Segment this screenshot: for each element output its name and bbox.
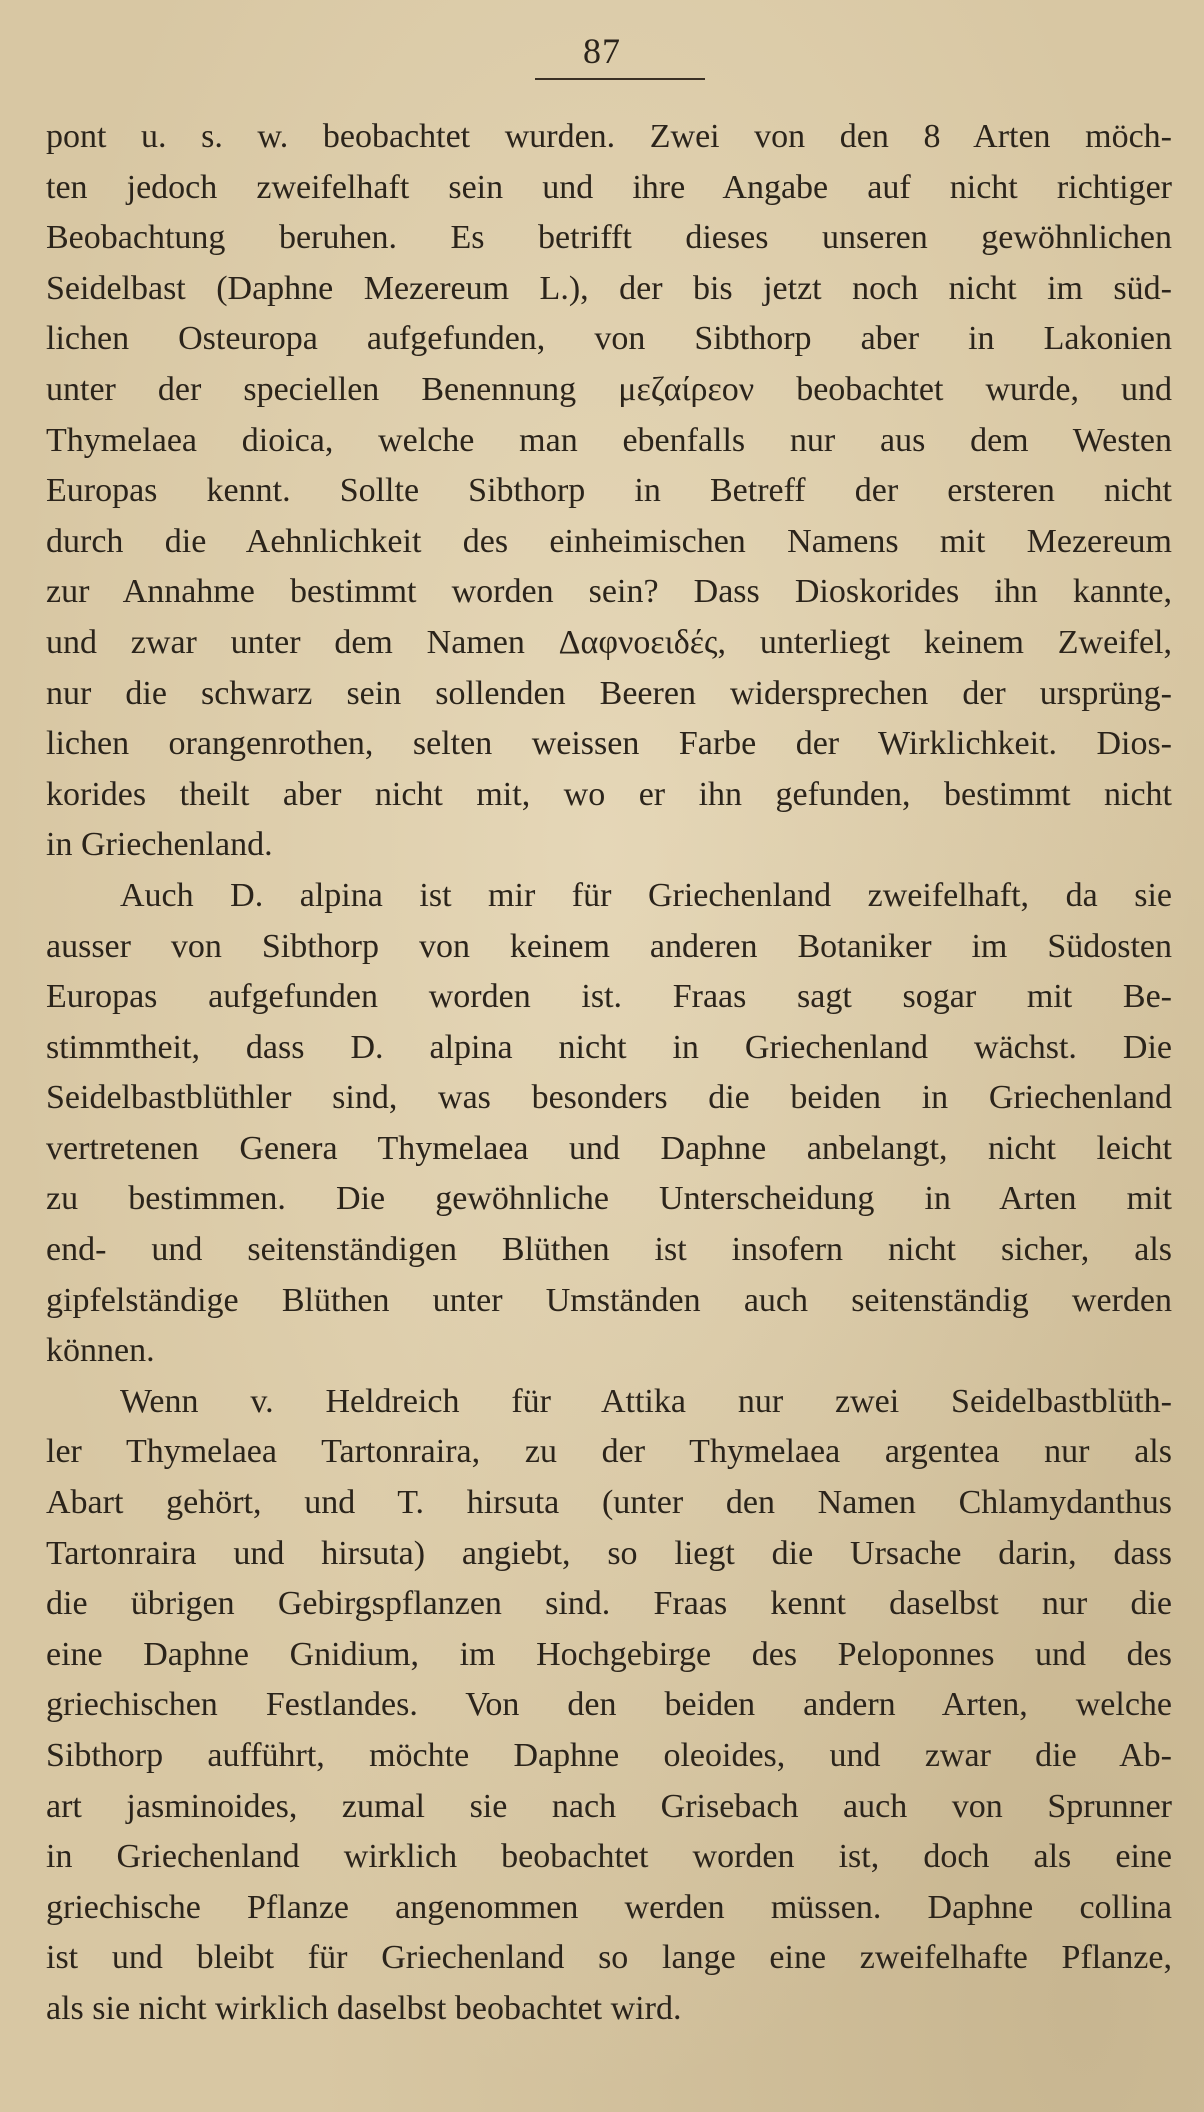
text-line: Seidelbast (Daphne Mezereum L.), der bis jetzt noch nicht im süd-: [46, 269, 1172, 307]
text-line: pont u. s. w. beobachtet wurden. Zwei von den 8 Arten möch-: [46, 118, 1172, 155]
text-line: Beobachtung beruhen. Es betrifft dieses unseren gewöhnlichen: [46, 219, 1172, 257]
page-header: [0, 30, 1204, 72]
text-line: in Griechenland.: [46, 826, 273, 864]
text-line: durch die Aehnlichkeit des einheimischen Namens mit Mezereum: [46, 522, 1172, 560]
text-line: Europas kennt. Sollte Sibthorp in Betreff der ersteren nicht: [46, 472, 1172, 510]
page-number: 87: [583, 31, 621, 71]
text-line: ler Thymelaea Tartonraira, zu der Thymelaea argentea nur als: [46, 1433, 1172, 1471]
text-line: griechische Pflanze angenommen werden müssen. Daphne collina: [46, 1888, 1172, 1926]
text-line: und zwar unter dem Namen Δαφνοειδές, unterliegt keinem Zweifel,: [46, 623, 1172, 661]
text-line: unter der speciellen Benennung μεζαίρεον beobachtet wurde, und: [46, 370, 1172, 408]
text-line: ausser von Sibthorp von keinem anderen Botaniker im Südosten: [46, 927, 1172, 965]
text-line: Thymelaea dioica, welche man ebenfalls nur aus dem Westen: [46, 421, 1172, 459]
text-line: nur die schwarz sein sollenden Beeren widersprechen der ursprüng-: [46, 674, 1172, 712]
text-line: ist und bleibt für Griechenland so lange eine zweifelhafte Pflanze,: [46, 1939, 1172, 1977]
body-text: [46, 112, 1172, 2035]
text-line: gipfelständige Blüthen unter Umständen auch seitenständig werden: [46, 1281, 1172, 1319]
text-line: lichen Osteuropa aufgefunden, von Sibthorp aber in Lakonien: [46, 320, 1172, 358]
text-line: Sibthorp aufführt, möchte Daphne oleoides, und zwar die Ab-: [46, 1737, 1172, 1774]
text-line: stimmtheit, dass D. alpina nicht in Griechenland wächst. Die: [46, 1028, 1172, 1066]
text-line: lichen orangenrothen, selten weissen Farbe der Wirklichkeit. Dios-: [46, 725, 1172, 763]
text-line: Wenn v. Heldreich für Attika nur zwei Seidelbastblüth-: [120, 1382, 1172, 1420]
paragraph: [46, 112, 1172, 871]
text-line: korides theilt aber nicht mit, wo er ihn gefunden, bestimmt nicht: [46, 775, 1172, 813]
text-line: in Griechenland wirklich beobachtet worden ist, doch als eine: [46, 1838, 1172, 1876]
paragraph: [46, 871, 1172, 1377]
text-line: eine Daphne Gnidium, im Hochgebirge des Peloponnes und des: [46, 1635, 1172, 1673]
text-line: art jasminoides, zumal sie nach Grisebach auch von Sprunner: [46, 1787, 1172, 1825]
text-line: end- und seitenständigen Blüthen ist insofern nicht sicher, als: [46, 1231, 1172, 1269]
text-line: können.: [46, 1332, 155, 1370]
text-line: Seidelbastblüthler sind, was besonders die beiden in Griechenland: [46, 1079, 1172, 1117]
text-line: Abart gehört, und T. hirsuta (unter den Namen Chlamydanthus: [46, 1484, 1172, 1522]
text-line: die übrigen Gebirgspflanzen sind. Fraas kennt daselbst nur die: [46, 1585, 1172, 1623]
text-line: als sie nicht wirklich daselbst beobachtet wird.: [46, 1989, 682, 2027]
text-line: Tartonraira und hirsuta) angiebt, so liegt die Ursache darin, dass: [46, 1534, 1172, 1572]
text-line: vertretenen Genera Thymelaea und Daphne anbelangt, nicht leicht: [46, 1129, 1172, 1167]
header-rule: [535, 78, 705, 80]
text-line: zu bestimmen. Die gewöhnliche Unterscheidung in Arten mit: [46, 1180, 1172, 1218]
text-line: ten jedoch zweifelhaft sein und ihre Angabe auf nicht richtiger: [46, 168, 1172, 206]
text-line: Auch D. alpina ist mir für Griechenland zweifelhaft, da sie: [120, 876, 1172, 914]
text-line: zur Annahme bestimmt worden sein? Dass Dioskorides ihn kannte,: [46, 573, 1172, 611]
text-line: Europas aufgefunden worden ist. Fraas sagt sogar mit Be-: [46, 978, 1172, 1016]
paragraph: [46, 1377, 1172, 2035]
text-line: griechischen Festlandes. Von den beiden andern Arten, welche: [46, 1686, 1172, 1724]
